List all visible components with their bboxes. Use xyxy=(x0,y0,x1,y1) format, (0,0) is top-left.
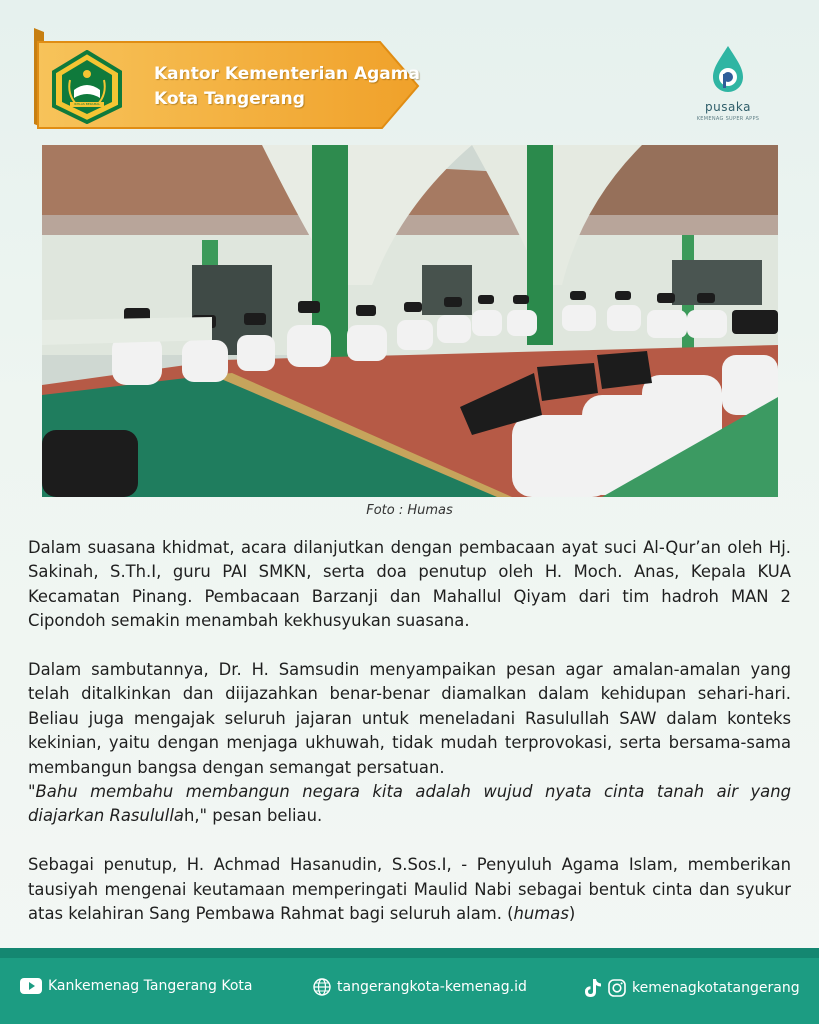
globe-icon xyxy=(313,978,331,996)
paragraph-3-credit: humas xyxy=(513,904,569,924)
quote-italic-text: Bahu membahu membangun negara kita adalah wujud nyata cinta tanah air yang diajarkan Rasululla xyxy=(28,782,791,826)
tiktok-icon xyxy=(584,978,602,998)
article-paragraph-1: Dalam suasana khidmat, acara dilanjutkan dengan pembacaan ayat suci Al-Qur’an oleh Hj. Sakinah, S.Th.I, guru PAI SMKN, serta doa penutup oleh H. Moch. Anas, Kepala KUA Kecamatan Pinang. Pembacaan Barzanji dan Mahallul Qiyam dari tim hadroh MAN 2 Cipondoh semakin menambah kekhusyukan suasana. xyxy=(28,538,791,631)
office-name xyxy=(154,62,420,112)
website-url: tangerangkota-kemenag.id xyxy=(337,979,527,995)
footer-bar xyxy=(0,948,819,1024)
paragraph-3-close: ) xyxy=(568,904,576,924)
pusaka-brand xyxy=(688,44,768,122)
quote-open: " xyxy=(28,782,36,802)
pusaka-tagline: KEMENAG SUPER APPS xyxy=(696,116,760,122)
pusaka-name: pusaka xyxy=(705,100,751,114)
kemenag-emblem xyxy=(50,50,124,124)
event-photo xyxy=(42,145,778,497)
quote-attribution: h," pesan beliau. xyxy=(183,806,323,826)
article-paragraph-2: Dalam sambutannya, Dr. H. Samsudin menyampaikan pesan agar amalan-amalan yang telah ditalkinkan dan diijazahkan benar-benar diamalkan dalam kehidupan sehari-hari. Beliau juga mengajak seluruh jajaran untuk meneladani Rasulullah SAW dalam konteks kekinian, yaitu dengan menjaga ukhuwah, tidak mudah terprovokasi, serta bersama-sama membangun bangsa dengan semangat persatuan. xyxy=(28,660,791,777)
social-media-link[interactable] xyxy=(584,978,800,998)
article-quote xyxy=(28,780,791,829)
youtube-channel-name: Kankemenag Tangerang Kota xyxy=(48,978,253,994)
paragraph-3-text: Sebagai penutup, H. Achmad Hasanudin, S.Sos.I, - Penyuluh Agama Islam, memberikan tausiyah mengenai keutamaan memperingati Maulid Nabi sebagai bentuk cinta dan syukur atas kelahiran Sang Pembawa Rahmat bagi seluruh alam. ( xyxy=(28,855,791,924)
office-name-line1: Kantor Kementerian Agama xyxy=(154,64,420,84)
instagram-icon xyxy=(608,979,626,997)
emblem-motto: IKHLAS BERAMAL xyxy=(70,102,104,107)
office-name-line2: Kota Tangerang xyxy=(154,89,305,109)
header-banner xyxy=(30,28,420,132)
article-paragraph-3 xyxy=(28,853,791,926)
photo-caption: Foto : Humas xyxy=(366,503,453,518)
article-body xyxy=(28,536,791,951)
website-link[interactable] xyxy=(313,978,527,996)
youtube-icon xyxy=(20,978,42,994)
footer-divider xyxy=(0,948,819,958)
pusaka-logo-icon xyxy=(711,44,745,94)
youtube-link[interactable] xyxy=(20,978,253,994)
instagram-handle: kemenagkotatangerang xyxy=(632,980,800,996)
